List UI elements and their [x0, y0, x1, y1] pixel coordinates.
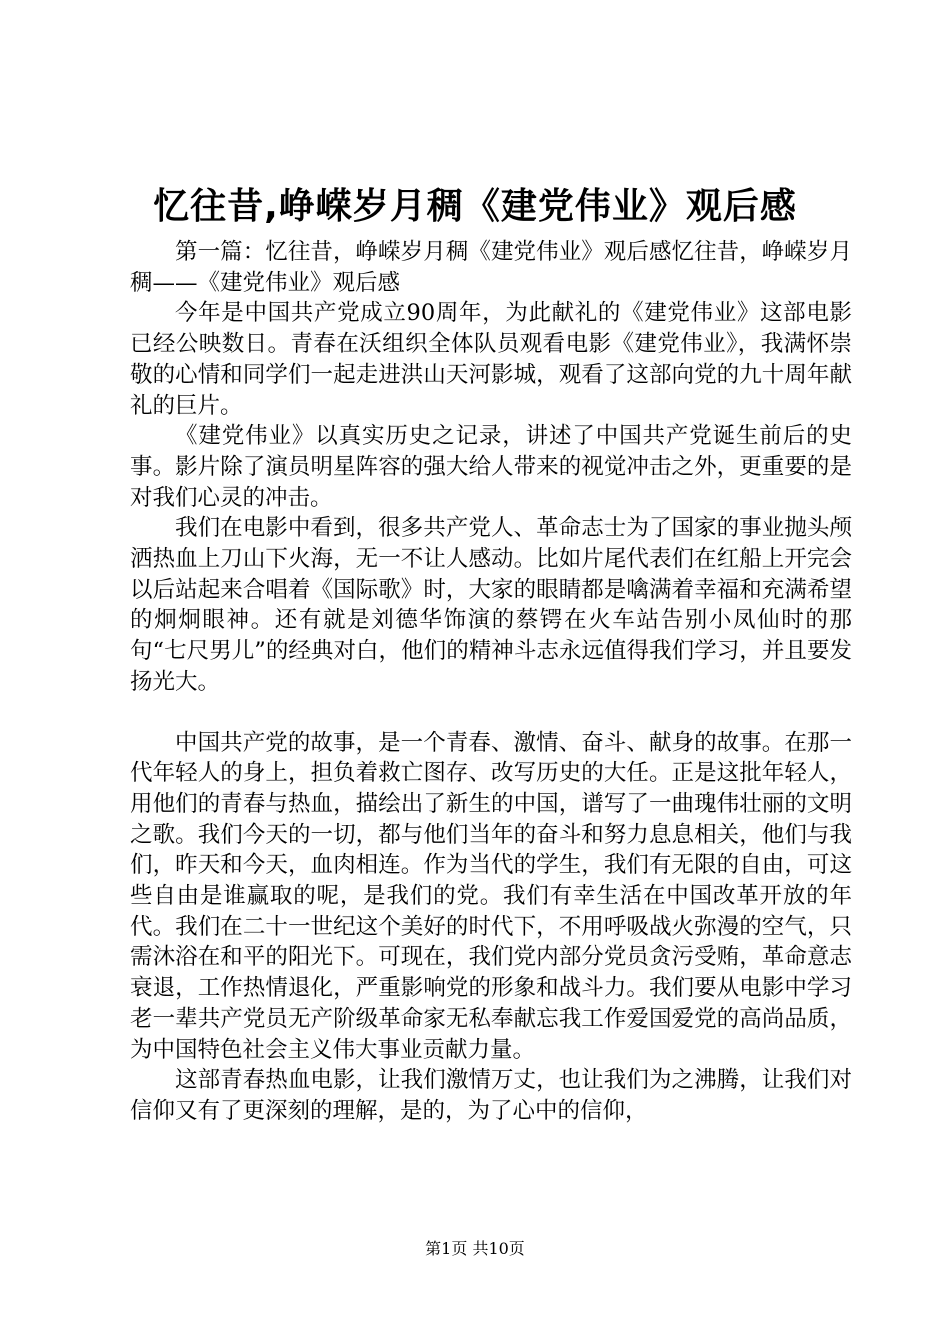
- paragraph-scenes: 我们在电影中看到，很多共产党人、革命志士为了国家的事业抛头颅洒热血上刀山下火海，无一不让人感动。比如片尾代表们在红船上开完会以后站起来合唱着《国际歌》时，大家的眼睛都是噙满着幸福和充满希望的炯炯眼神。还有就是刘德华饰演的蔡锷在火车站告别小凤仙时的那句“七尺男儿”的经典对白，他们的精神斗志永远值得我们学习，并且要发扬光大。: [130, 515, 852, 695]
- paragraph-history: 《建党伟业》以真实历史之记录，讲述了中国共产党诞生前后的史事。影片除了演员明星阵容的强大给人带来的视觉冲击之外，更重要的是对我们心灵的冲击。: [130, 423, 852, 511]
- paragraph-spacer: [130, 698, 852, 728]
- paragraph-conclusion: 这部青春热血电影，让我们激情万丈，也让我们为之沸腾，让我们对信仰又有了更深刻的理解，是的，为了心中的信仰，: [130, 1067, 852, 1124]
- document-body: [130, 237, 852, 1127]
- paragraph-intro: 第一篇：忆往昔，峥嵘岁月稠《建党伟业》观后感忆往昔，峥嵘岁月稠——《建党伟业》观后感: [130, 239, 852, 296]
- document-title: 忆往昔,峥嵘岁月稠《建党伟业》观后感: [153, 186, 797, 227]
- paragraph-anniversary: 今年是中国共产党成立90周年，为此献礼的《建党伟业》这部电影已经公映数日。青春在沃组织全体队员观看电影《建党伟业》，我满怀崇敬的心情和同学们一起走进洪山天河影城，观看了这部向党的九十周年献礼的巨片。: [130, 300, 852, 419]
- paragraph-story: 中国共产党的故事，是一个青春、激情、奋斗、献身的故事。在那一代年轻人的身上，担负着救亡图存、改写历史的大任。正是这批年轻人，用他们的青春与热血，描绘出了新生的中国，谱写了一曲瑰伟壮丽的文明之歌。我们今天的一切，都与他们当年的奋斗和努力息息相关，他们与我们，昨天和今天，血肉相连。作为当代的学生，我们有无限的自由，可这些自由是谁赢取的呢，是我们的党。我们有幸生活在中国改革开放的年代。我们在二十一世纪这个美好的时代下，不用呼吸战火弥漫的空气，只需沐浴在和平的阳光下。可现在，我们党内部分党员贪污受贿，革命意志衰退，工作热情退化，严重影响党的形象和战斗力。我们要从电影中学习老一辈共产党员无产阶级革命家无私奉献忘我工作爱国爱党的高尚品质，为中国特色社会主义伟大事业贡献力量。: [130, 729, 852, 1063]
- page-number: 第1页 共10页: [425, 1239, 525, 1258]
